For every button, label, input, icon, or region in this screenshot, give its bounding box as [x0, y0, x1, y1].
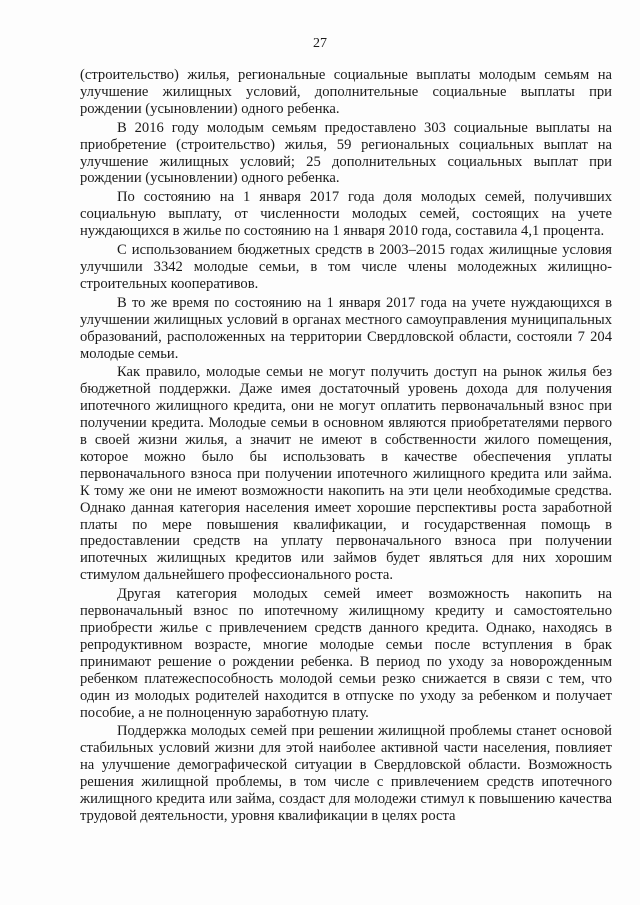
page-number: 27 — [313, 36, 327, 51]
paragraph-2016-payments: В 2016 году молодым семьям предоставлено 303 социальные выплаты на приобретение (строительство) жилья, 59 региональных социальных выплат на улучшение жилищных условий; 25 дополнительных социальных выплат при рождении (усыновлении) одного ребенка. — [80, 119, 612, 187]
paragraph-budget-2003-2015: С использованием бюджетных средств в 2003–2015 годах жилищные условия улучшили 3342 молодые семьи, в том числе члены молодежных жилищно-строительных кооперативов. — [80, 242, 612, 292]
paragraph-market-access: Как правило, молодые семьи не могут получить доступ на рынок жилья без бюджетной поддержки. Даже имея достаточный уровень дохода для получения ипотечного жилищного кредита, они не могут оплатить первоначальный взнос при получении кредита. Молодые семьи в основном являются приобретателями первого в своей жизни жилья, а значит не имеют в собственности жилого помещения, которое можно было бы использовать в качестве обеспечения уплаты первоначального взноса при получении ипотечного жилищного кредита или займа. К тому же они не имеют возможности накопить на эти цели необходимые средства. Однако данная категория населения имеет хорошие перспективы роста заработной платы по мере повышения квалификации, и государственная помощь в предоставлении средств на уплату первоначального взноса при получении ипотечных жилищных кредитов или займов будет являться для них хорошим стимулом дальнейшего профессионального роста. — [80, 364, 612, 584]
paragraph-other-category: Другая категория молодых семей имеет возможность накопить на первоначальный взнос по ипотечному жилищному кредиту и самостоятельно приобрести жилье с привлечением средств данного кредита. Однако, находясь в репродуктивном возрасте, многие молодые семьи после вступления в брак принимают решение о рождении ребенка. В период по уходу за новорожденным ребенком платежеспособность молодой семьи резко снижается в связи с тем, что один из молодых родителей находится в отпуске по уходу за ребенком и получает пособие, а не полноценную заработную плату. — [80, 586, 612, 721]
paragraph-continuation: (строительство) жилья, региональные социальные выплаты молодым семьям на улучшение жилищных условий, дополнительные социальные выплаты при рождении (усыновлении) одного ребенка. — [80, 67, 612, 117]
document-body — [80, 67, 612, 827]
paragraph-share-2017: По состоянию на 1 января 2017 года доля молодых семей, получивших социальную выплату, от численности молодых семей, состоящих на учете нуждающихся в жилье по состоянию на 1 января 2010 года, составила 4,1 процента. — [80, 189, 612, 240]
paragraph-support: Поддержка молодых семей при решении жилищной проблемы станет основой стабильных условий жизни для этой наиболее активной части населения, повлияет на улучшение демографической ситуации в Свердловской области. Возможность решения жилищной проблемы, в том числе с привлечением средств ипотечного жилищного кредита или займа, создаст для молодежи стимул к повышению качества трудовой деятельности, уровня квалификации в целях роста — [80, 723, 612, 824]
paragraph-waiting-list: В то же время по состоянию на 1 января 2017 года на учете нуждающихся в улучшении жилищных условий в органах местного самоуправления муниципальных образований, расположенных на территории Свердловской области, состояли 7 204 молодые семьи. — [80, 294, 612, 362]
